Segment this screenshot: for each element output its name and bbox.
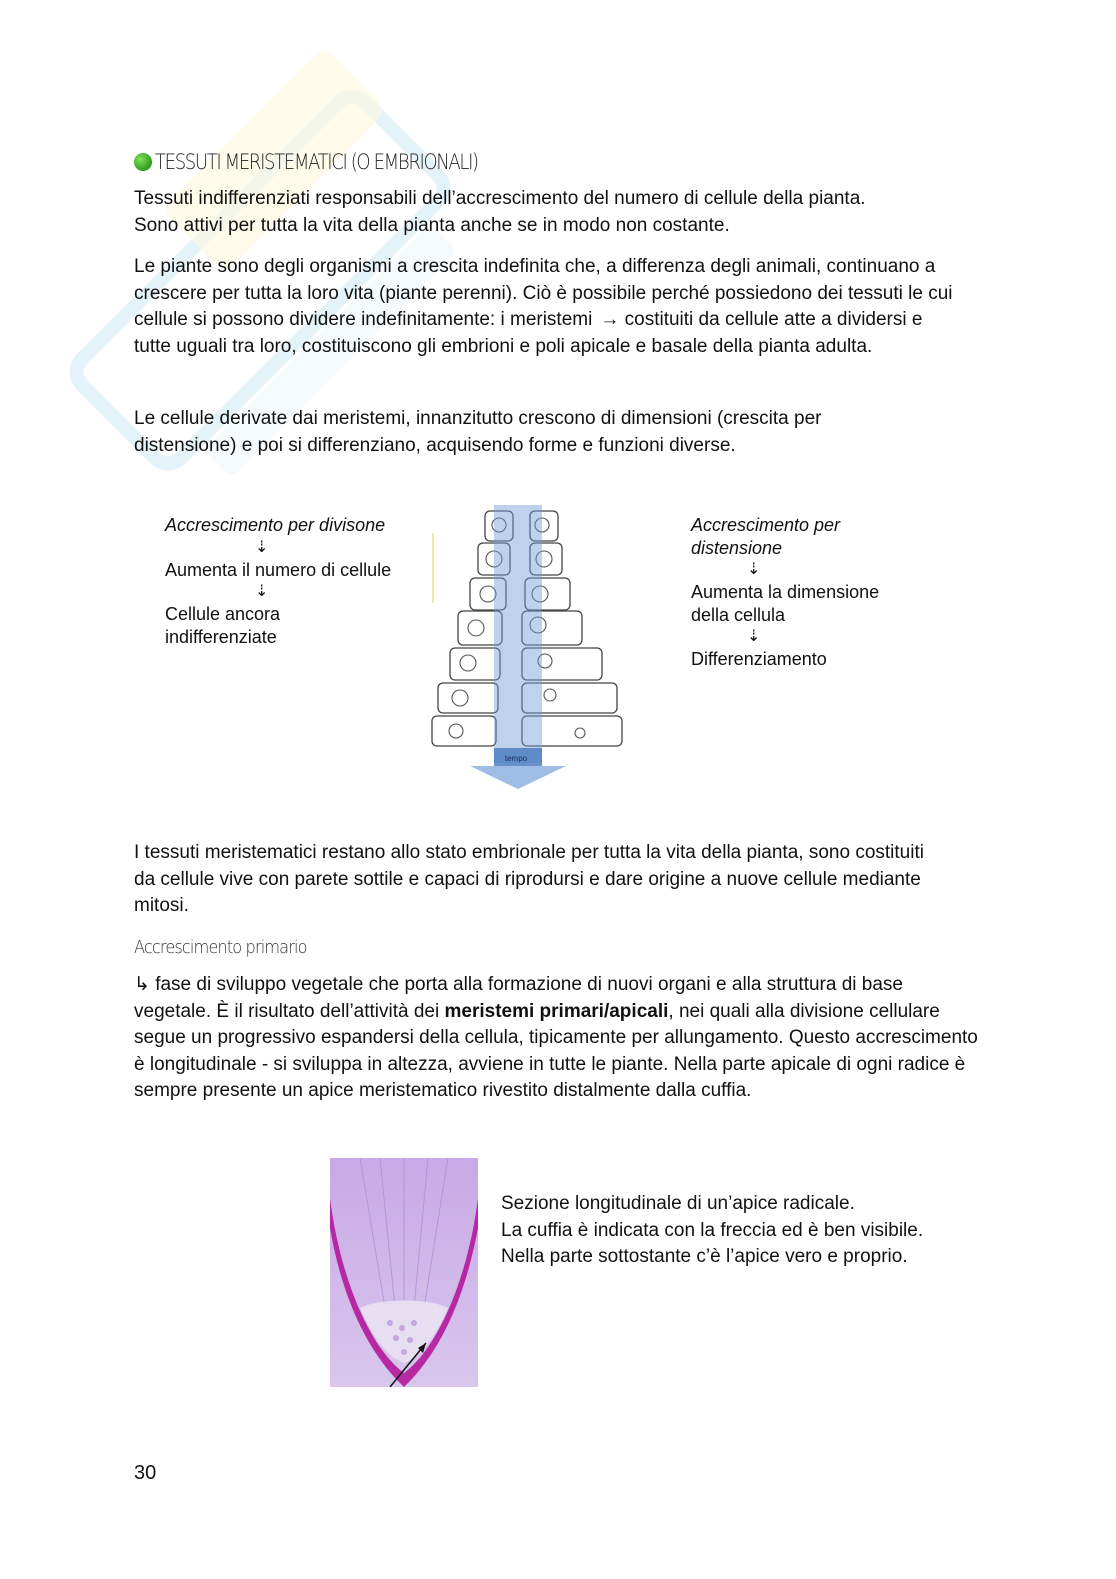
division-step-1: Aumenta il numero di cellule bbox=[165, 559, 392, 580]
section-title-line bbox=[134, 150, 530, 174]
intro-paragraph bbox=[134, 186, 984, 239]
caption-line-1: Sezione longitudinale di un’apice radicale. bbox=[501, 1193, 855, 1214]
time-band bbox=[494, 505, 542, 763]
meristem-text: Le piante sono degli organismi a crescita indefinita che, a differenza degli animali, continuano a crescere per tutta la loro vita (piante perenni). Ciò è possibile perché possiedono dei tessuti le cui cellule si possono dividere indefinitamente: i meristemi bbox=[134, 256, 953, 330]
caption-line-2: La cuffia è indicata con la freccia ed è ben visibile. bbox=[501, 1219, 924, 1241]
primary-growth-paragraph bbox=[134, 972, 984, 1105]
hook-arrow-icon: ↳ bbox=[134, 974, 150, 995]
primary-growth-text-b: , nei quali alla divisione cellulare segue un progressivo espandersi della cellula, tipicamente per allungamento. Questo accrescimento è longitudinale - si sviluppa in altezza, avviene in tutte le piante. Nella parte apicale di ogni radice è sempre presente un apice meristematico rivestito distalmente dalla cuffia. bbox=[134, 1000, 978, 1101]
down-arrow-icon bbox=[470, 766, 566, 789]
embryonic-state-paragraph: I tessuti meristematici restano allo stato embrionale per tutta la vita della pianta, sono costituiti da cellule vive con parete sottile e capaci di riprodursi e dare origine a nuove cellule mediante mitosi. bbox=[134, 842, 924, 916]
division-growth-heading: Accrescimento per divisone bbox=[165, 515, 386, 535]
down-arrow-icon: ⇣ bbox=[747, 628, 761, 645]
primary-meristems-term: meristemi primari/apicali bbox=[444, 1000, 669, 1022]
subsection-title: Accrescimento primario bbox=[134, 937, 307, 958]
section-title: TESSUTI MERISTEMATICI (O EMBRIONALI) bbox=[155, 150, 478, 174]
distension-growth-column bbox=[691, 514, 891, 671]
caption-line-3: Nella parte sottostante c’è l’apice vero e proprio. bbox=[501, 1246, 908, 1267]
down-arrow-icon: ⇣ bbox=[747, 561, 761, 578]
meristem-text-cont: costituiti da cellule atte a dividersi e tutte uguali tra loro, costituiscono gli embrioni e poli apicale e basale della pianta adulta. bbox=[134, 309, 923, 357]
right-arrow-icon: → bbox=[600, 309, 620, 330]
cell-growth-diagram bbox=[430, 503, 625, 793]
meristem-paragraph bbox=[134, 254, 964, 360]
root-tip-micrograph bbox=[330, 1158, 478, 1387]
primary-growth-text-a: fase di sviluppo vegetale che porta alla formazione di nuovi organi e alla struttura di base vegetale. È il risultato dell’attività dei bbox=[134, 974, 903, 1022]
distension-growth-heading: Accrescimento per distensione bbox=[691, 515, 841, 558]
derived-cells-paragraph: Le cellule derivate dai meristemi, innanzitutto crescono di dimensioni (crescita per distensione) e poi si differenziano, acquisendo forme e funzioni diverse. bbox=[134, 408, 822, 456]
time-label: tempo bbox=[504, 754, 528, 763]
down-arrow-icon: ⇣ bbox=[255, 583, 269, 600]
micrograph-caption bbox=[501, 1191, 981, 1271]
division-step-2: Cellule ancora indifferenziate bbox=[165, 604, 281, 647]
page-number: 30 bbox=[134, 1462, 157, 1484]
division-growth-column bbox=[165, 514, 395, 648]
down-arrow-icon: ⇣ bbox=[255, 538, 269, 556]
green-bullet-icon bbox=[134, 153, 152, 171]
distension-step-2: Differenziamento bbox=[691, 649, 827, 669]
intro-line-2: Sono attivi per tutta la vita della pianta anche se in modo non costante. bbox=[134, 214, 730, 236]
distension-step-1: Aumenta la dimensione della cellula bbox=[691, 582, 880, 625]
intro-line-1: Tessuti indifferenziati responsabili dell’accrescimento del numero di cellule della pianta. bbox=[134, 188, 866, 209]
